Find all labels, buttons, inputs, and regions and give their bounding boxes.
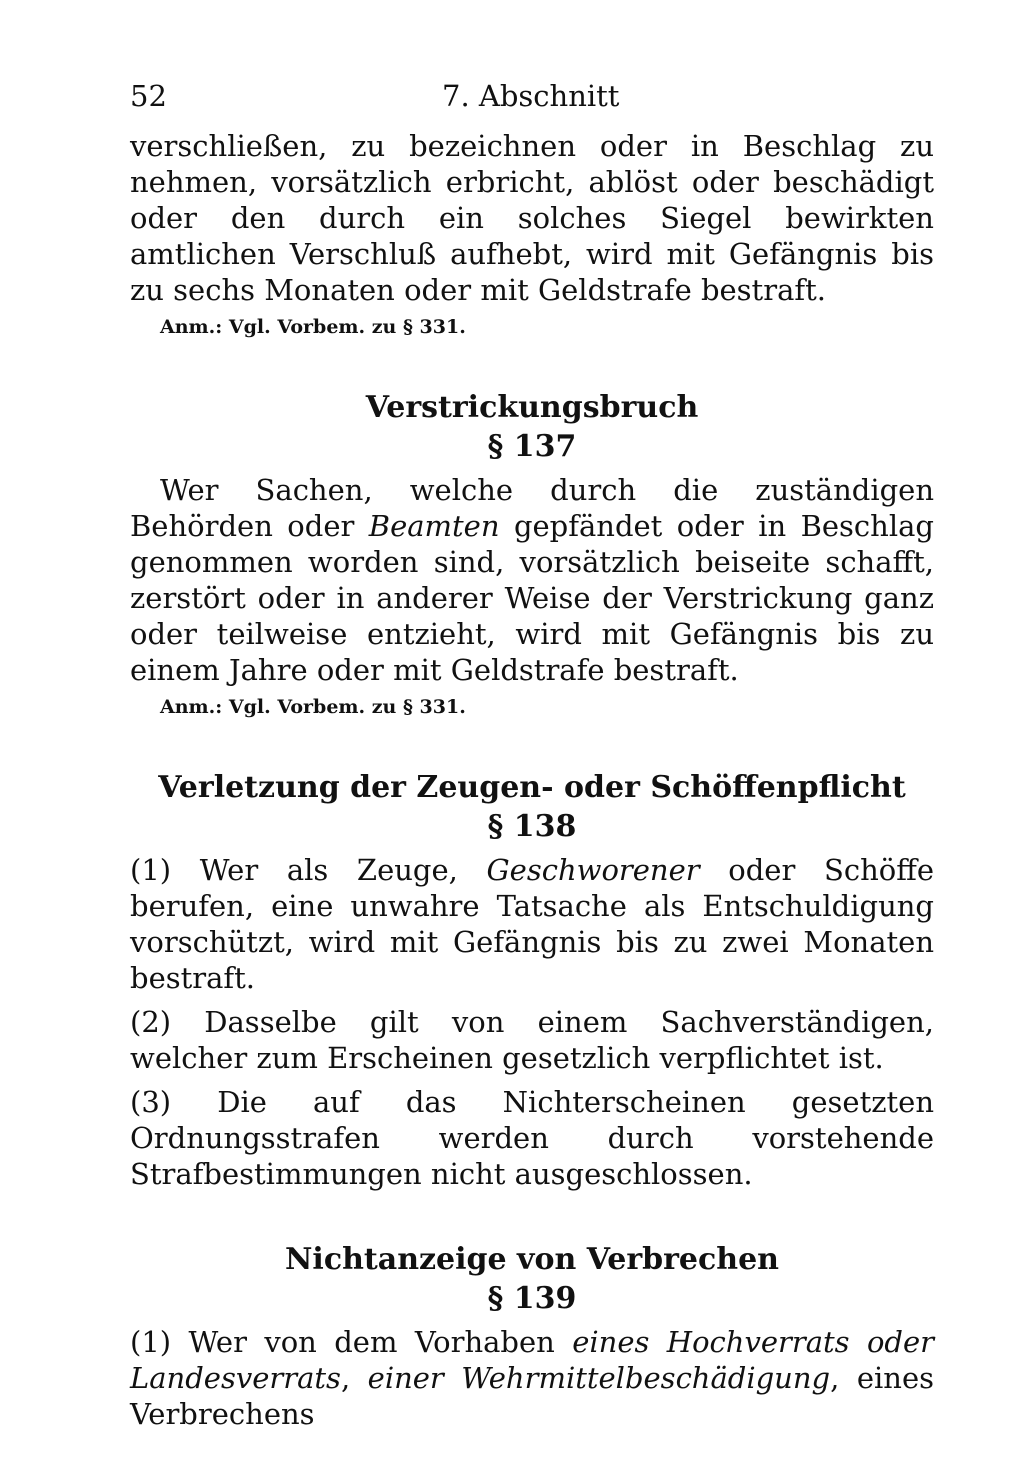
page-number: 52: [130, 79, 167, 113]
section-137-note: Anm.: Vgl. Vorbem. zu § 331.: [160, 696, 466, 718]
section-138-paragraph-1: [130, 852, 934, 996]
section-138-p1-b: Geschworener: [486, 853, 700, 887]
section-138-paragraph-2: (2) Dasselbe gilt von einem Sachverständigen, welcher zum Erscheinen gesetzlich verpflichtet ist.: [130, 1005, 934, 1075]
section-137-title: Verstrickungsbruch: [365, 390, 699, 425]
section-137-text-a: Wer Sachen, welche durch die zuständigen Behörden oder: [130, 473, 934, 543]
section-139-p1-c: ,: [340, 1361, 368, 1395]
section-139-p1-b: eines Hochverrats oder Landesverrats: [130, 1325, 934, 1395]
section-137-text-b: Beamten: [368, 509, 500, 543]
section-138-p1-a: (1) Wer als Zeuge,: [130, 853, 487, 887]
section-137-number: § 137: [487, 429, 577, 464]
section-139-p1-e: , eines Verbrechens: [130, 1361, 934, 1431]
section-139-title: Nichtanzeige von Verbrechen: [285, 1242, 779, 1277]
section-138-title: Verletzung der Zeugen- oder Schöffenpflicht: [158, 770, 906, 805]
section-139-paragraph-1: [130, 1324, 934, 1432]
section-138-paragraph-3: (3) Die auf das Nichterscheinen gesetzten Ordnungsstrafen werden durch vorstehende Strafbestimmungen nicht ausgeschlossen.: [130, 1085, 934, 1191]
section-138-p1-c: oder Schöffe berufen, eine unwahre Tatsache als Entschuldigung vorschützt, wird mit Gefängnis bis zu zwei Monaten bestraft.: [130, 853, 934, 995]
section-139-number: § 139: [487, 1281, 577, 1316]
chapter-title: 7. Abschnitt: [442, 79, 620, 113]
running-head: [130, 78, 934, 118]
intro-paragraph: verschließen, zu bezeichnen oder in Beschlag zu nehmen, vorsätzlich erbricht, ablöst oder beschädigt oder den durch ein solches Siegel bewirkten amtlichen Verschluß aufhebt, wird mit Gefängnis bis zu sechs Monaten oder mit Geldstrafe bestraft.: [130, 129, 934, 307]
section-137-text-c: gepfändet oder in Beschlag genommen worden sind, vorsätzlich beiseite schafft, zerstört oder in anderer Weise der Verstrickung ganz oder teilweise entzieht, wird mit Gefängnis bis zu einem Jahre oder mit Geldstrafe bestraft.: [130, 509, 934, 687]
document-page: [130, 78, 934, 1432]
intro-note: Anm.: Vgl. Vorbem. zu § 331.: [160, 316, 466, 338]
section-139-p1-d: einer Wehrmittelbeschädigung: [367, 1361, 831, 1395]
section-137-paragraph: [130, 472, 934, 688]
section-138-number: § 138: [487, 809, 577, 844]
section-139-p1-a: (1) Wer von dem Vorhaben: [130, 1325, 573, 1359]
